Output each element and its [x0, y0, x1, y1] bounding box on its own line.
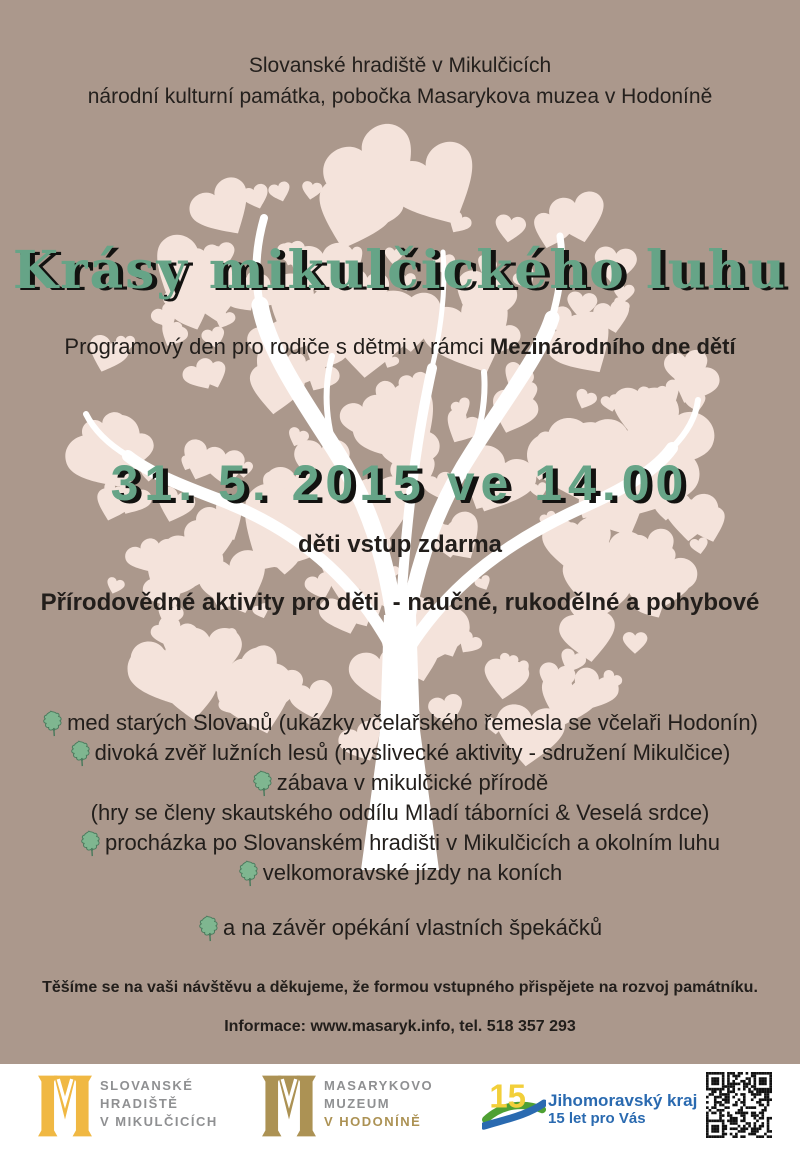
- oak-leaf-icon: [196, 913, 222, 943]
- list-item: [0, 913, 800, 943]
- header-organizer: [0, 50, 800, 112]
- logo-line: MASARYKOVO: [324, 1078, 434, 1093]
- logo-line: SLOVANSKÉ: [100, 1078, 194, 1093]
- region-slogan: 15 let pro Vás: [548, 1110, 646, 1127]
- list-item: [0, 828, 800, 858]
- subtitle-text: Programový den pro rodiče s dětmi v rámci: [64, 334, 490, 359]
- masarykovo-muzeum-logo-text: [324, 1077, 433, 1131]
- closing-note: Těšíme se na vaši návštěvu a děkujeme, že formou vstupného přispějete na rozvoj památníku.: [42, 979, 758, 996]
- list-item-text: med starých Slovanů (ukázky včelařského řemesla se včelaři Hodonín): [67, 710, 758, 735]
- oak-leaf-icon: [78, 828, 104, 858]
- list-item: [0, 858, 800, 888]
- subtitle-highlight: Mezinárodního dne dětí: [489, 334, 736, 359]
- list-item: [0, 738, 800, 768]
- logo-line: V MIKULČICÍCH: [100, 1114, 218, 1129]
- free-entry-note: děti vstup zdarma: [297, 531, 503, 558]
- list-item-text: procházka po Slovanském hradišti v Mikulčicích a okolním luhu: [104, 830, 721, 855]
- oak-leaf-icon: [40, 708, 66, 738]
- logo-line: V HODONÍNĚ: [324, 1114, 422, 1129]
- list-item: [0, 768, 800, 798]
- logo-footer: [0, 1064, 800, 1149]
- organizer-name: Slovanské hradiště v Mikulčicích: [248, 54, 552, 77]
- logo-line: HRADIŠTĚ: [100, 1096, 179, 1111]
- slovanske-hradiste-logo-text: [100, 1077, 218, 1131]
- list-item-text: a na závěr opékání vlastních špekáčků: [222, 915, 603, 940]
- event-subtitle: [0, 330, 800, 364]
- organizer-subtitle: národní kulturní památka, pobočka Masarykova muzea v Hodoníně: [87, 85, 713, 108]
- slovanske-hradiste-logo-icon: [38, 1074, 92, 1138]
- program-list: [0, 708, 800, 943]
- event-title: Krásy mikulčického luhu: [12, 240, 788, 301]
- region-logo-number: 15: [489, 1078, 526, 1115]
- qr-code: [706, 1072, 772, 1138]
- list-item-text: divoká zvěř lužních lesů (myslivecké aktivity - sdružení Mikulčice): [94, 740, 731, 765]
- list-item: [0, 708, 800, 738]
- list-item-text: (hry se členy skautského oddílu Mladí táborníci & Veselá srdce): [90, 800, 710, 825]
- jihomoravsky-kraj-logo-icon: [482, 1078, 546, 1132]
- oak-leaf-icon: [67, 738, 93, 768]
- region-name: Jihomoravský kraj: [548, 1091, 698, 1110]
- contact-info: Informace: www.masaryk.info, tel. 518 357 293: [224, 1018, 576, 1035]
- list-item-text: zábava v mikulčické přírodě: [276, 770, 549, 795]
- oak-leaf-icon: [250, 768, 276, 798]
- event-datetime: 31. 5. 2015 ve 14.00: [110, 455, 690, 511]
- oak-leaf-icon: [236, 858, 262, 888]
- logo-line: MUZEUM: [324, 1096, 391, 1111]
- jihomoravsky-kraj-logo-text: [548, 1091, 697, 1128]
- list-item: [0, 798, 800, 828]
- list-item-text: velkomoravské jízdy na koních: [262, 860, 563, 885]
- activities-heading: Přírodovědné aktivity pro děti - naučné, rukodělné a pohybové: [40, 589, 760, 616]
- masarykovo-muzeum-logo-icon: [262, 1074, 316, 1138]
